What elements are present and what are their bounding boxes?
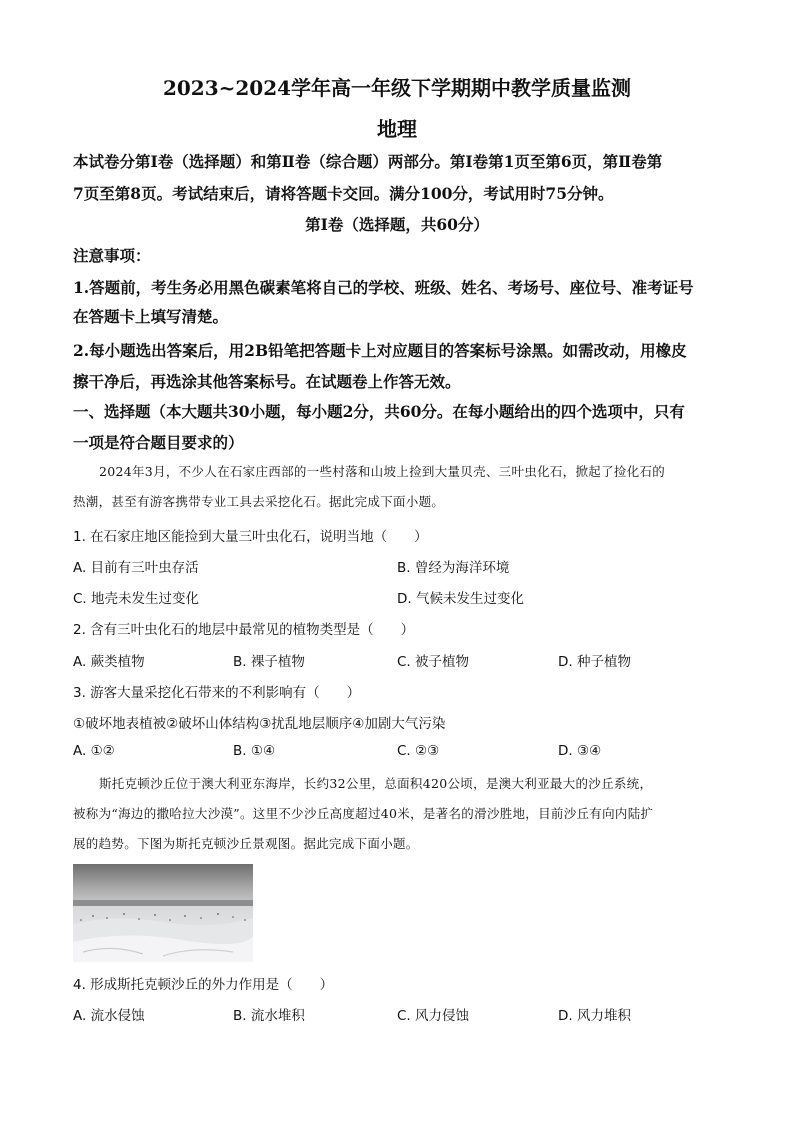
intro-line-2: 7页至第8页。考试结束后，请将答题卡交回。满分100分，考试用时75分钟。 [73, 184, 614, 203]
passage-2-line-2: 被称为“海边的撒哈拉大沙漠”。这里不少沙丘高度超过40米，是著名的滑沙胜地，目前沙丘有向内陆扩 [73, 806, 654, 821]
question-4-option-b: B. 流水堆积 [233, 1008, 305, 1024]
note-2-line-2: 擦干净后，再选涂其他答案标号。在试题卷上作答无效。 [73, 372, 461, 391]
passage-2 [73, 769, 723, 859]
question-4-option-a: A. 流水侵蚀 [73, 1008, 145, 1024]
question-1-option-d: D. 气候未发生过变化 [397, 591, 524, 607]
passage-1 [73, 457, 723, 517]
question-3-items: ①破坏地表植被②破坏山体结构③扰乱地层顺序④加剧大气污染 [73, 716, 446, 732]
passage-2-line-1: 斯托克顿沙丘位于澳大利亚东海岸，长约32公里，总面积420公顷，是澳大利亚最大的沙丘系统， [99, 776, 653, 791]
passage-2-line-3: 展的趋势。下图为斯托克顿沙丘景观图。据此完成下面小题。 [73, 836, 419, 851]
question-4-option-c: C. 风力侵蚀 [397, 1008, 470, 1024]
question-1-option-a: A. 目前有三叶虫存活 [73, 560, 199, 576]
subject-title: 地理 [377, 117, 417, 141]
note-1-line-2: 在答题卡上填写清楚。 [73, 307, 229, 326]
exam-title: 2023~2024学年高一年级下学期期中教学质量监测 [162, 76, 632, 100]
stockton-dune-photo [73, 864, 253, 962]
question-3-option-b: B. ①④ [233, 743, 276, 759]
question-1-option-c: C. 地壳未发生过变化 [73, 591, 200, 607]
question-2-option-c: C. 被子植物 [397, 654, 470, 670]
section-title: 第Ⅰ卷（选择题，共60分） [305, 215, 489, 234]
question-2-stem: 2. 含有三叶虫化石的地层中最常见的植物类型是（ ） [73, 622, 415, 638]
question-4-option-d: D. 风力堆积 [558, 1008, 631, 1024]
passage-1-line-1: 2024年3月，不少人在石家庄西部的一些村落和山坡上捡到大量贝壳、三叶虫化石，掀起了捡化石的 [99, 464, 666, 479]
passage-1-line-2: 热潮，甚至有游客携带专业工具去采挖化石。据此完成下面小题。 [73, 494, 445, 509]
notes-heading: 注意事项： [73, 246, 151, 265]
part-1-heading-line-2: 一项是符合题目要求的） [73, 433, 244, 452]
note-2-line-1: 2.每小题选出答案后，用2B铅笔把答题卡上对应题目的答案标号涂黑。如需改动，用橡皮 [73, 341, 687, 360]
question-3-option-d: D. ③④ [558, 743, 602, 759]
note-1-line-1: 1.答题前，考生务必用黑色碳素笔将自己的学校、班级、姓名、考场号、座位号、准考证号 [73, 278, 694, 297]
question-3-option-a: A. ①② [73, 743, 115, 759]
question-2-option-d: D. 种子植物 [558, 654, 631, 670]
question-2-option-b: B. 裸子植物 [233, 654, 305, 670]
question-3-option-c: C. ②③ [397, 743, 440, 759]
question-1-stem: 1. 在石家庄地区能捡到大量三叶虫化石，说明当地（ ） [73, 529, 428, 545]
question-2-option-a: A. 蕨类植物 [73, 654, 145, 670]
question-1-option-b: B. 曾经为海洋环境 [397, 560, 510, 576]
intro-line-1: 本试卷分第Ⅰ卷（选择题）和第Ⅱ卷（综合题）两部分。第Ⅰ卷第1页至第6页，第Ⅱ卷第 [73, 152, 663, 171]
question-4-stem: 4. 形成斯托克顿沙丘的外力作用是（ ） [73, 977, 334, 993]
question-3-stem: 3. 游客大量采挖化石带来的不利影响有（ ） [73, 685, 361, 701]
part-1-heading-line-1: 一、选择题（本大题共30小题，每小题2分，共60分。在每小题给出的四个选项中，只有 [73, 402, 685, 421]
